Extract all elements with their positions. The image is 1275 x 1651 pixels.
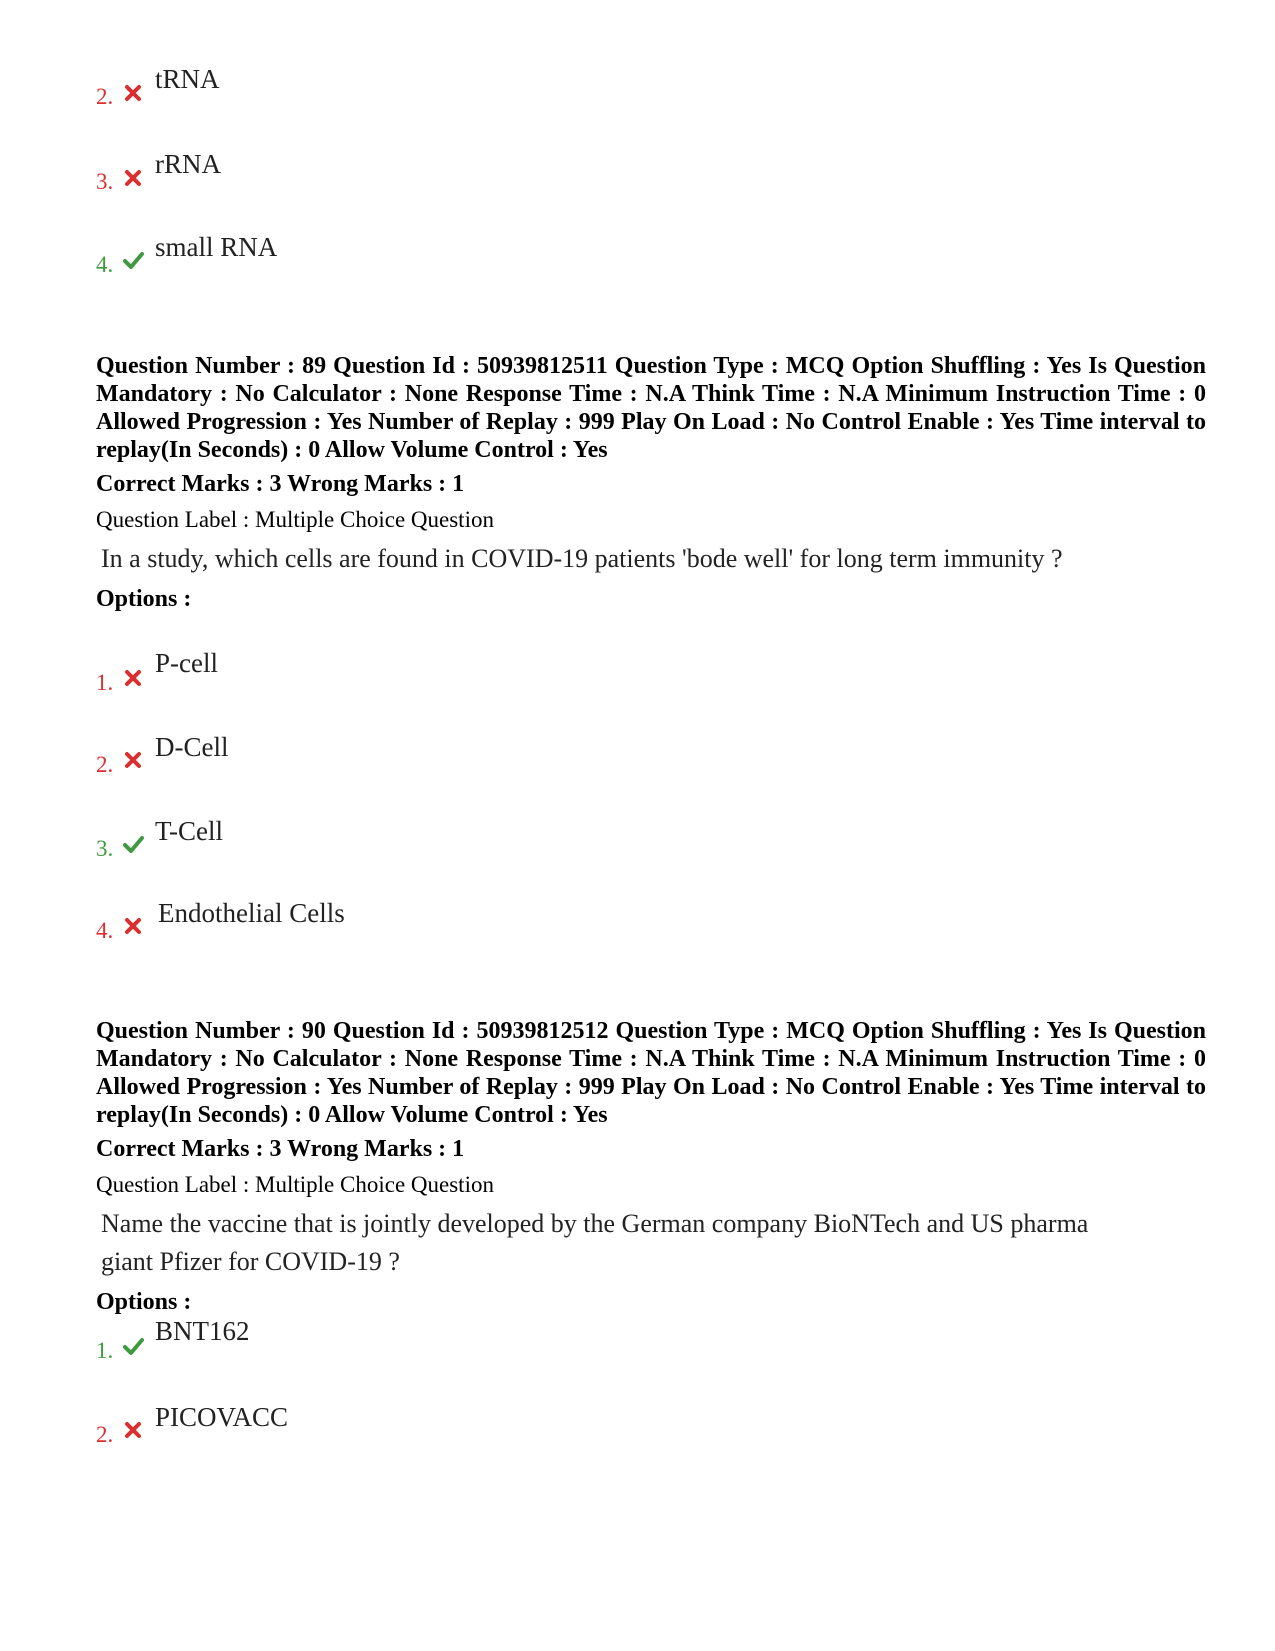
checkmark-icon	[122, 249, 144, 271]
option-text: D-Cell	[155, 732, 229, 762]
option-number: 4.	[96, 918, 114, 943]
question-meta: Question Number : 90 Question Id : 50939812512 Question Type : MCQ Option Shuffling : Yes Is Question Mandatory : No Calculator : None Response Time : N.A Think Time : N.A Minimum Instruction Time : 0 Allowed Progression : Yes Number of Replay : 999 Play On Load : No Control Enable : Yes Time interval to replay(In Seconds) : 0 Allow Volume Control : Yes	[96, 1018, 1206, 1128]
cross-icon	[122, 915, 144, 937]
option-text: T-Cell	[155, 816, 224, 846]
question-marks: Correct Marks : 3 Wrong Marks : 1	[96, 471, 465, 497]
option-text: PICOVACC	[155, 1402, 289, 1432]
option-item	[0, 62, 1275, 132]
cross-icon	[122, 749, 144, 771]
option-item	[0, 648, 1275, 718]
option-number: 2.	[96, 84, 114, 109]
option-text: small RNA	[155, 232, 278, 262]
question-text: Name the vaccine that is jointly developed by the German company BioNTech and US pharma giant Pfizer for COVID-19 ?	[101, 1209, 1089, 1276]
option-number: 1.	[96, 670, 114, 695]
question-block	[96, 352, 1206, 614]
option-text: BNT162	[155, 1316, 250, 1346]
cross-icon	[122, 82, 144, 104]
option-text: P-cell	[155, 648, 218, 678]
option-item	[0, 230, 1275, 300]
options-heading: Options :	[96, 586, 192, 612]
cross-icon	[122, 1419, 144, 1441]
option-number: 4.	[96, 252, 114, 277]
cross-icon	[122, 667, 144, 689]
question-meta: Question Number : 89 Question Id : 50939812511 Question Type : MCQ Option Shuffling : Yes Is Question Mandatory : No Calculator : None Response Time : N.A Think Time : N.A Minimum Instruction Time : 0 Allowed Progression : Yes Number of Replay : 999 Play On Load : No Control Enable : Yes Time interval to replay(In Seconds) : 0 Allow Volume Control : Yes	[96, 353, 1206, 463]
option-number: 1.	[96, 1338, 114, 1363]
option-item	[0, 147, 1275, 217]
question-text: In a study, which cells are found in COVID-19 patients 'bode well' for long term immunity ?	[101, 544, 1063, 573]
options-heading: Options :	[96, 1289, 192, 1315]
question-label: Question Label : Multiple Choice Question	[96, 1172, 494, 1197]
question-marks: Correct Marks : 3 Wrong Marks : 1	[96, 1136, 465, 1162]
option-item	[0, 816, 1275, 886]
checkmark-icon	[122, 1335, 144, 1357]
option-text: rRNA	[155, 149, 221, 179]
option-number: 2.	[96, 752, 114, 777]
question-block	[96, 1017, 1206, 1317]
checkmark-icon	[122, 833, 144, 855]
option-item	[0, 1316, 1275, 1386]
option-item	[0, 898, 1275, 968]
option-number: 3.	[96, 836, 114, 861]
option-text: tRNA	[155, 64, 220, 94]
option-number: 2.	[96, 1422, 114, 1447]
option-text: Endothelial Cells	[158, 898, 345, 928]
question-label: Question Label : Multiple Choice Question	[96, 507, 494, 532]
cross-icon	[122, 167, 144, 189]
option-number: 3.	[96, 169, 114, 194]
option-item	[0, 732, 1275, 802]
option-item	[0, 1402, 1275, 1472]
